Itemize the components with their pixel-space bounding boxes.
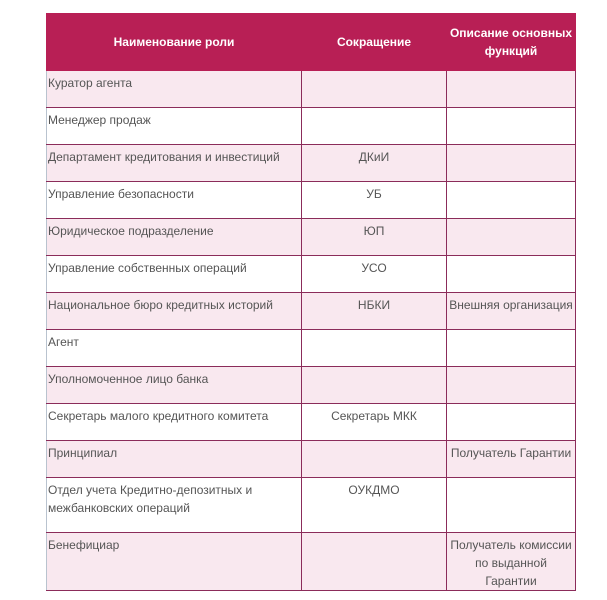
role-name-cell: Управление собственных операций [47, 256, 302, 293]
table-row [47, 71, 576, 108]
header-role-name: Наименование роли [47, 14, 302, 71]
abbreviation-cell [302, 330, 447, 367]
description-cell: Получатель комиссии по выданной Гарантии [447, 533, 576, 591]
abbreviation-cell [302, 533, 447, 591]
description-cell [447, 219, 576, 256]
description-cell [447, 478, 576, 533]
table-row [47, 404, 576, 441]
role-name-cell: Уполномоченное лицо банка [47, 367, 302, 404]
table-row [47, 219, 576, 256]
abbreviation-cell: ЮП [302, 219, 447, 256]
role-name-cell: Юридическое подразделение [47, 219, 302, 256]
role-name-cell: Менеджер продаж [47, 108, 302, 145]
table-row [47, 533, 576, 591]
role-name-cell: Принципиал [47, 441, 302, 478]
role-name-cell: Отдел учета Кредитно-депозитных и межбанковских операций [47, 478, 302, 533]
description-cell [447, 182, 576, 219]
header-abbreviation: Сокращение [302, 14, 447, 71]
role-name-cell: Бенефициар [47, 533, 302, 591]
description-cell [447, 108, 576, 145]
description-cell [447, 330, 576, 367]
abbreviation-cell: НБКИ [302, 293, 447, 330]
table-row [47, 256, 576, 293]
table-row [47, 441, 576, 478]
abbreviation-cell [302, 71, 447, 108]
role-name-cell: Секретарь малого кредитного комитета [47, 404, 302, 441]
abbreviation-cell: УСО [302, 256, 447, 293]
roles-table [46, 13, 576, 591]
description-cell [447, 256, 576, 293]
abbreviation-cell: УБ [302, 182, 447, 219]
role-name-cell: Куратор агента [47, 71, 302, 108]
description-cell: Получатель Гарантии [447, 441, 576, 478]
abbreviation-cell [302, 441, 447, 478]
description-cell: Внешняя организация [447, 293, 576, 330]
table-row [47, 478, 576, 533]
abbreviation-cell [302, 108, 447, 145]
description-cell [447, 71, 576, 108]
table-row [47, 330, 576, 367]
description-cell [447, 404, 576, 441]
role-name-cell: Департамент кредитования и инвестиций [47, 145, 302, 182]
table-row [47, 367, 576, 404]
description-cell [447, 145, 576, 182]
abbreviation-cell: Секретарь МКК [302, 404, 447, 441]
role-name-cell: Управление безопасности [47, 182, 302, 219]
table-row [47, 293, 576, 330]
role-name-cell: Агент [47, 330, 302, 367]
abbreviation-cell: ОУКДМО [302, 478, 447, 533]
abbreviation-cell [302, 367, 447, 404]
role-name-cell: Национальное бюро кредитных историй [47, 293, 302, 330]
header-row [47, 14, 576, 71]
abbreviation-cell: ДКиИ [302, 145, 447, 182]
table-row [47, 108, 576, 145]
table-row [47, 145, 576, 182]
header-description: Описание основных функций [447, 14, 576, 71]
description-cell [447, 367, 576, 404]
table-row [47, 182, 576, 219]
